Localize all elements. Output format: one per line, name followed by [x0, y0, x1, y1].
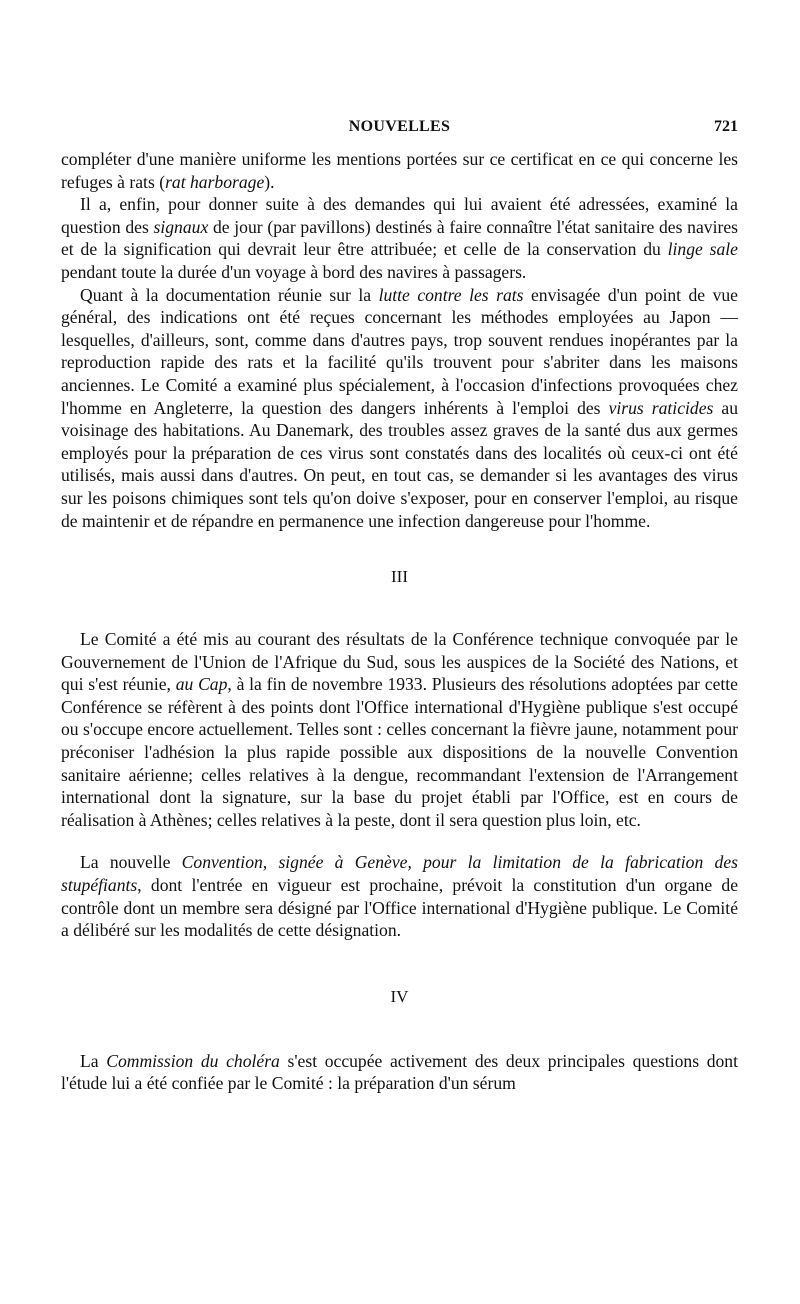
paragraph-4: Le Comité a été mis au courant des résultats de la Conférence technique convoquée par le Gouvernement de l'Union de l'Afrique du Sud, sous les auspices de la Société des Nations, et qui s'est réunie, au Cap, à la fin de novembre 1933. Plusieurs des résolutions adoptées par cette Conférence se réfèrent à des points dont l'Office international d'Hygiène publique s'est occupé ou s'occupe encore actuellement. Telles sont : celles concernant la fièvre jaune, notamment pour préconiser l'adhésion la plus rapide possible aux dispositions de la nouvelle Convention sanitaire aérienne; celles relatives à la dengue, recommandant l'extension de l'Arrangement international dont la signature, sur la base du projet établi par l'Office, est en cours de réalisation à Athènes; celles relatives à la peste, dont il sera question plus loin, etc. — [61, 629, 738, 830]
section-heading-iv: IV — [390, 986, 409, 1006]
paragraph-5: La nouvelle Convention, signée à Genève, pour la limitation de la fabrication des stupéfiants, dont l'entrée en vigueur est prochaine, prévoit la constitution d'un organe de contrôle dont un membre sera désigné par l'Office international d'Hygiène publique. Le Comité a délibéré sur les modalités de cette désignation. — [61, 852, 738, 941]
header-title: NOUVELLES — [348, 118, 451, 135]
document-page — [61, 118, 738, 1095]
page-number: 721 — [714, 118, 738, 135]
paragraph-3: Quant à la documentation réunie sur la lutte contre les rats envisagée d'un point de vue général, des indications ont été reçues concernant les méthodes employées au Japon — lesquelles, d'ailleurs, sont, comme dans d'autres pays, trop souvent rendues inopérantes par la reproduction rapide des rats et la facilité qu'ils trouvent pour s'abriter dans les maisons anciennes. Le Comité a examiné plus spécialement, à l'occasion d'infections provoquées chez l'homme en Angleterre, la question des dangers inhérents à l'emploi des virus raticides au voisinage des habitations. Au Danemark, des troubles assez graves de la santé dus aux germes employés pour la préparation de ces virus sont constatés dans des localités où ceux-ci ont été utilisés, mais aussi dans d'autres. On peut, en tout cas, se demander si les avantages des virus sur les poisons chimiques sont tels qu'on doive s'exposer, pour en conserver l'emploi, au risque de maintenir et de répandre en permanence une infection dangereuse pour l'homme. — [61, 284, 738, 531]
paragraph-6: La Commission du choléra s'est occupée activement des deux principales questions dont l'étude lui a été confiée par le Comité : la préparation d'un sérum — [61, 1050, 738, 1094]
paragraph-2: Il a, enfin, pour donner suite à des demandes qui lui avaient été adressées, examiné la question des signaux de jour (par pavillons) destinés à faire connaître l'état sanitaire des navires et de la signification qui devrait leur être attribuée; et celle de la conservation du linge sale pendant toute la durée d'un voyage à bord des navires à passagers. — [61, 194, 738, 282]
paragraph-1: compléter d'une manière uniforme les mentions portées sur ce certificat en ce qui concerne les refuges à rats (rat harborage). — [61, 149, 738, 192]
running-header — [61, 118, 738, 148]
section-heading-iii: III — [391, 567, 408, 587]
